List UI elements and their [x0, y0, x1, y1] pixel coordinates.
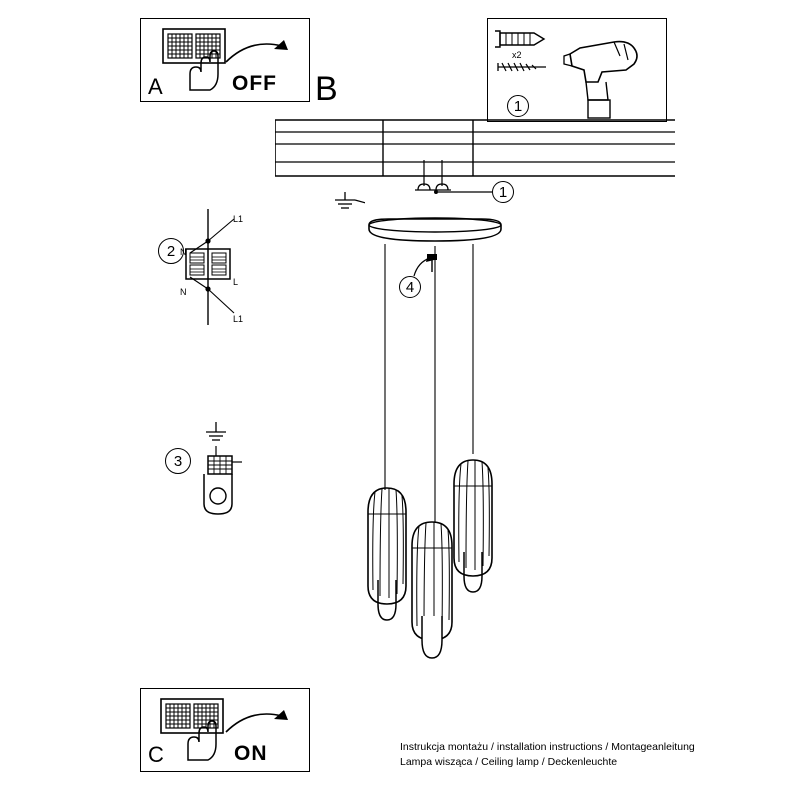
step-c-letter: C — [148, 742, 165, 767]
earth-ground-symbol-clamp — [196, 420, 236, 448]
callout-4-canopy-screw: 4 — [399, 276, 421, 298]
callout-2-terminal-block: 2 — [158, 238, 184, 264]
screw-icon — [494, 60, 550, 74]
ceiling-fixing-screws — [412, 160, 462, 206]
arrow-off-icon — [222, 36, 292, 70]
tools-quantity-label: x2 — [512, 50, 522, 60]
footer-line-2: Lampa wisząca / Ceiling lamp / Deckenleuchte — [400, 756, 618, 768]
wire-label-l-right: L — [233, 277, 239, 287]
wire-label-l1-top: L1 — [233, 214, 244, 224]
step-c-action-label: ON — [234, 742, 268, 765]
terminal-block-wiring-diagram — [174, 205, 274, 335]
wire-label-n-top: N — [180, 247, 187, 257]
arrow-on-icon — [222, 706, 292, 740]
callout-1-drill-dowel: 1 — [507, 95, 529, 117]
step-b-letter: B — [315, 70, 339, 108]
footer-line-1: Instrukcja montażu / installation instructions / Montageanleitung — [400, 741, 695, 753]
wall-plug-icon — [494, 28, 550, 50]
step-a-action-label: OFF — [232, 72, 277, 95]
callout-3-earth-clamp: 3 — [165, 448, 191, 474]
earth-clamp-bracket — [196, 446, 256, 528]
electric-drill-icon — [562, 26, 658, 122]
step-a-letter: A — [148, 74, 164, 99]
wire-label-n-bottom: N — [180, 287, 187, 297]
wire-label-l1-bottom: L1 — [233, 314, 244, 324]
callout-1-ceiling-hole: 1 — [492, 181, 514, 203]
lamp-shade-center — [400, 512, 472, 677]
